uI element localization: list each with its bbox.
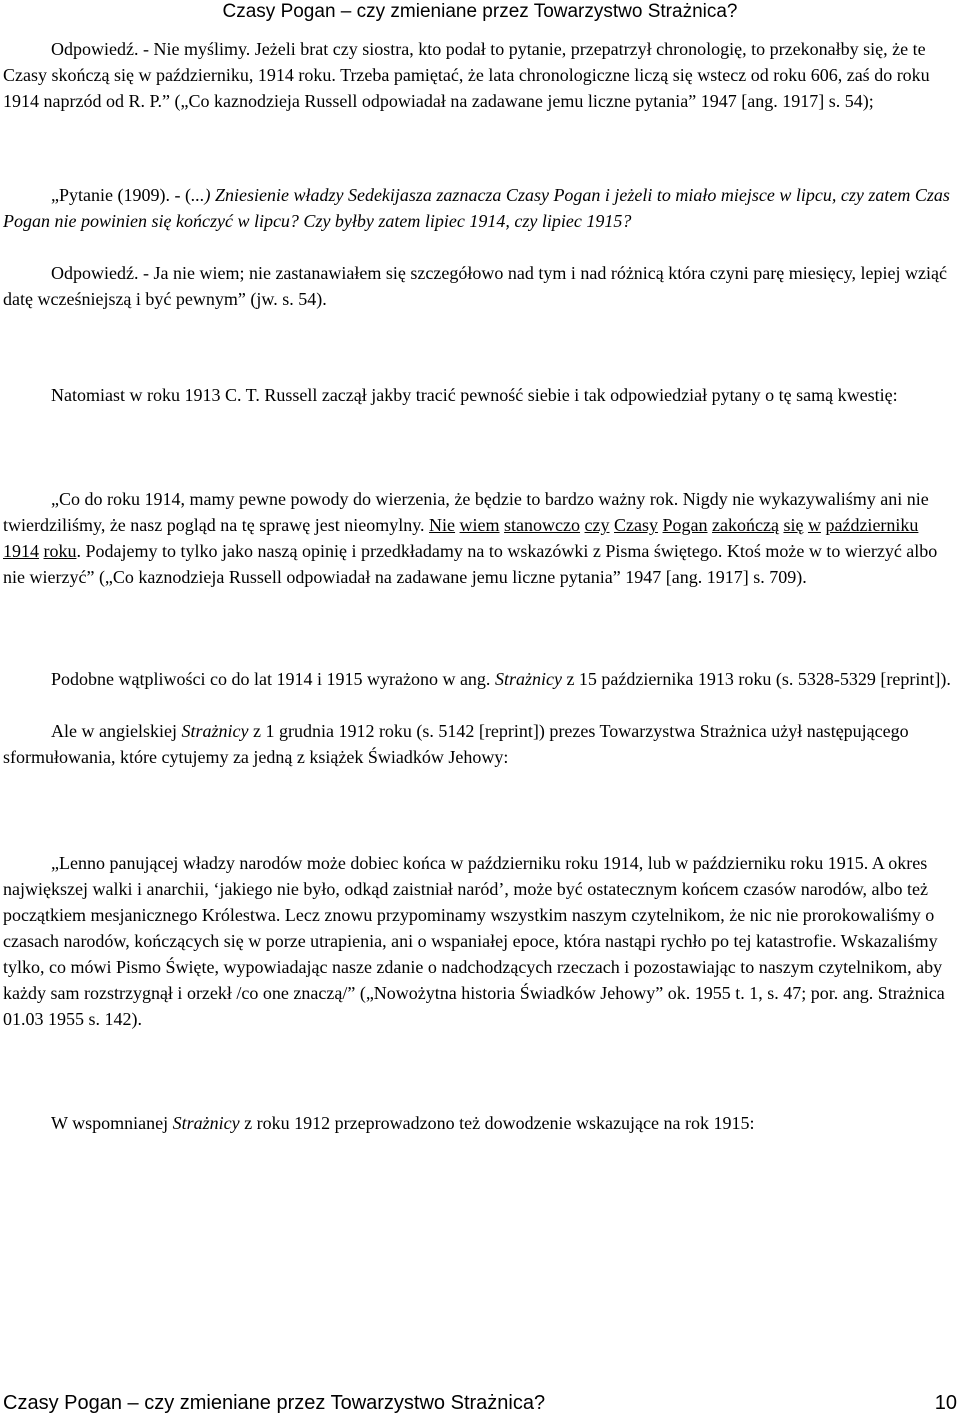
paragraph-1913-quote — [3, 486, 957, 590]
italic-title: Strażnicy — [494, 669, 562, 689]
underlined-word: Pogan — [662, 515, 708, 535]
paragraph-1915-argument — [3, 1110, 957, 1136]
underlined-word: Czasy — [614, 515, 659, 535]
paragraph-1913-intro — [3, 382, 957, 408]
page-footer — [0, 1390, 960, 1417]
italic-title: Strażnicy — [181, 721, 249, 741]
underlined-word: roku — [43, 541, 77, 561]
paragraph-1912-quote — [3, 850, 957, 1032]
footer-title: Czasy Pogan – czy zmieniane przez Towarzystwo Strażnica? — [3, 1392, 546, 1414]
underlined-word: 1914 — [3, 541, 39, 561]
underlined-word: zakończą — [712, 515, 779, 535]
header-title: Czasy Pogan – czy zmieniane przez Towarzystwo Strażnica? — [222, 1, 738, 22]
italic-title: Strażnicy — [172, 1113, 240, 1133]
paragraph-before: „Co do roku 1914, mamy pewne powody do wierzenia, że będzie to bardzo ważny rok. Nigdy nie wykazywaliśmy ani nie twierdziliśmy, że nasz pogląd na tę sprawę jest nieomylny. — [3, 489, 929, 535]
paragraph-after: z 15 października 1913 roku (s. 5328-5329 [reprint]). — [566, 669, 951, 689]
underlined-word: się — [783, 515, 804, 535]
paragraph-italic-question: ...) Zniesienie władzy Sedekijasza zaznacza Czasy Pogan i jeżeli to miało miejsce w lipcu, czy zatem Czas Pogan nie powinien się kończyć w lipcu? Czy byłby zatem lipiec 1914, czy lipiec 1915? — [3, 185, 950, 231]
underlined-word: październiku — [825, 515, 919, 535]
document-body — [3, 36, 957, 1136]
paragraph-text: Natomiast w roku 1913 C. T. Russell zaczął jakby tracić pewność siebie i tak odpowiedział pytany o tę samą kwestię: — [51, 385, 898, 405]
underlined-word: Nie — [429, 515, 456, 535]
paragraph-text: Odpowiedź. - Nie myślimy. Jeżeli brat czy siostra, kto podał to pytanie, przepatrzył chronologię, to przekonałby się, że te Czasy skończą się w październiku, 1914 roku. Trzeba pamiętać, że lata chronologiczne liczą się wstecz od roku 606, zaś do roku 1914 naprzód od R. P.” („Co kaznodzieja Russell odpowiadał na zadawane jemu liczne pytania” 1947 [ang. 1917] s. 54); — [3, 39, 930, 111]
underlined-word: wiem — [459, 515, 500, 535]
paragraph-answer-1 — [3, 36, 957, 114]
paragraph-question-1909 — [3, 182, 957, 234]
paragraph-before: Ale w angielskiej — [51, 721, 177, 741]
paragraph-similar-doubts — [3, 666, 957, 692]
paragraph-after: . Podajemy to tylko jako naszą opinię i przedkładamy na to wskazówki z Pisma świętego. Ktoś może w to wierzyć albo nie wierzyć” („Co kaznodzieja Russell odpowiadał na zadawane jemu liczne pytania” 1947 [ang. 1917] s. 709). — [3, 541, 938, 587]
page-number: 10 — [934, 1392, 957, 1414]
paragraph-after: z 1 grudnia 1912 roku (s. 5142 [reprint]) prezes Towarzystwa Strażnica użył następującego sformułowania, które cytujemy za jedną z książek Świadków Jehowy: — [3, 721, 909, 767]
paragraph-after: z roku 1912 przeprowadzono też dowodzenie wskazujące na rok 1915: — [244, 1113, 755, 1133]
underlined-word: stanowczo — [504, 515, 581, 535]
paragraph-text: Odpowiedź. - Ja nie wiem; nie zastanawiałem się szczegółowo nad tym i nad różnicą która czyni parę miesięcy, lepiej wziąć datę wcześniejszą i być pewnym” (jw. s. 54). — [3, 263, 947, 309]
underlined-word: w — [807, 515, 821, 535]
paragraph-before: Podobne wątpliwości co do lat 1914 i 1915 wyrażono w ang. — [51, 669, 491, 689]
page-header — [0, 0, 960, 36]
paragraph-text: „Lenno panującej władzy narodów może dobiec końca w październiku roku 1914, lub w październiku roku 1915. A okres największej walki i anarchii, ‘jakiego nie było, odkąd zaistniał naród’, może być ostatecznym końcem czasów narodów, albo też początkiem mesjanicznego Królestwa. Lecz znowu przypominamy wszystkim naszym czytelnikom, że nic nie prorokowaliśmy o czasach narodów, kończących się w porze utrapienia, ani o wspaniałej epoce, która nastąpi rychło po tej katastrofie. Wskazaliśmy tylko, co mówi Pismo Święte, wypowiadając nasze zdanie o nadchodzących rzeczach i pozostawiając to naszym czytelnikom, aby każdy sam rozstrzygnął i orzekł /co one znaczą/” („Nowożytna historia Świadków Jehowy” ok. 1955 t. 1, s. 47; por. ang. Strażnica 01.03 1955 s. 142). — [3, 853, 945, 1029]
paragraph-lead: „Pytanie (1909). - ( — [51, 185, 191, 205]
paragraph-1912-intro — [3, 718, 957, 770]
underlined-word: czy — [584, 515, 610, 535]
paragraph-before: W wspomnianej — [51, 1113, 169, 1133]
paragraph-answer-2 — [3, 260, 957, 312]
